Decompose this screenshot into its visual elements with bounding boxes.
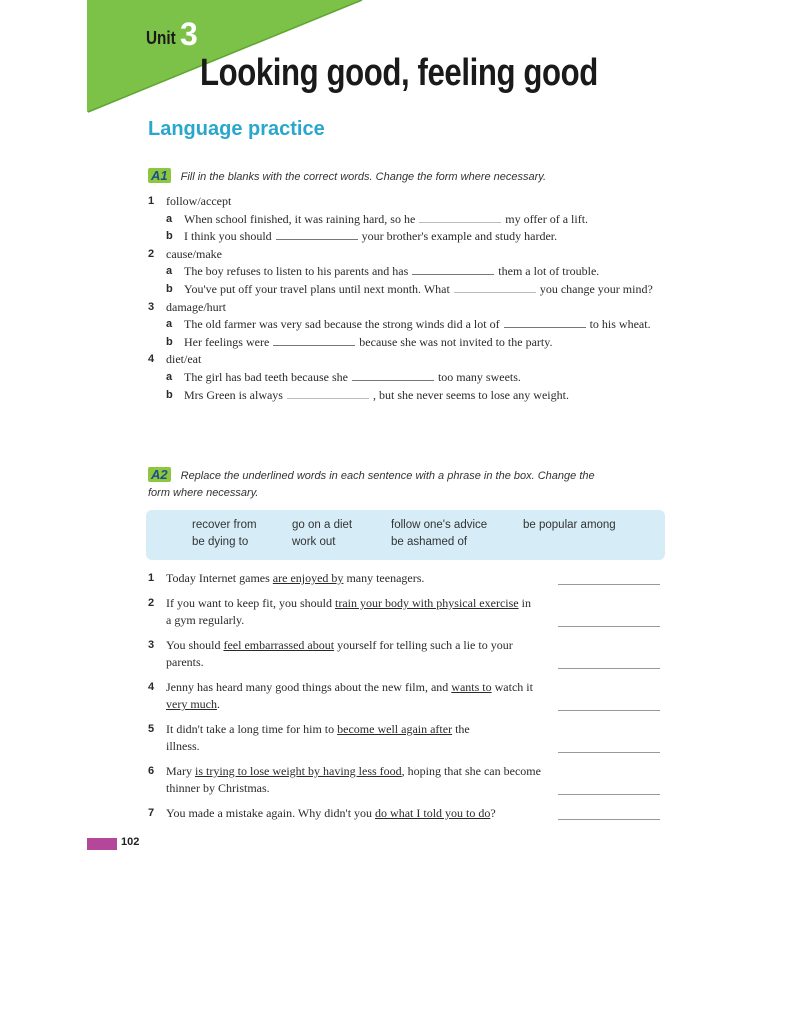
- a2-item: 4 Jenny has heard many good things about the new film, and wants to watch it very much.: [148, 679, 663, 713]
- word-pair: damage/hurt: [166, 299, 226, 314]
- unit-label: Unit: [146, 28, 176, 48]
- a1-sub-item: b You've put off your travel plans until next month. What you change your mind?: [166, 281, 653, 296]
- a2-item: 2 If you want to keep fit, you should train your body with physical exercise in a gym regularly.: [148, 595, 663, 629]
- page-number: 102: [121, 836, 140, 848]
- word-pair: diet/eat: [166, 352, 202, 367]
- phrase: follow one's advice: [391, 519, 488, 531]
- a2-item: 5 It didn't take a long time for him to become well again after the illness.: [148, 721, 663, 755]
- underlined-phrase: wants to: [451, 679, 492, 694]
- a2-item: 7 You made a mistake again. Why didn't you do what I told you to do?: [148, 805, 663, 822]
- a1-sub-item: a When school finished, it was raining hard, so he my offer of a lift.: [166, 211, 589, 226]
- underlined-phrase: are enjoyed by: [272, 571, 344, 585]
- word-pair: cause/make: [166, 246, 222, 261]
- answer-blank[interactable]: [412, 263, 494, 275]
- a1-sub-item: b Her feelings were because she was not invited to the party.: [166, 334, 553, 349]
- answer-blank[interactable]: [276, 228, 358, 240]
- answer-blank[interactable]: [352, 369, 434, 381]
- answer-line[interactable]: [558, 819, 660, 820]
- a2-badge: A2: [148, 467, 171, 482]
- underlined-phrase: train your body with physical exercise: [334, 595, 519, 610]
- a1-sub-item: a The boy refuses to listen to his parents and has them a lot of trouble.: [166, 264, 600, 279]
- a2-item: 3 You should feel embarrassed about yourself for telling such a lie to your parents.: [148, 637, 663, 671]
- answer-line[interactable]: [558, 710, 660, 711]
- answer-line[interactable]: [558, 668, 660, 669]
- answer-line[interactable]: [558, 584, 660, 585]
- page-number-bar: [87, 838, 117, 850]
- a1-badge: A1: [148, 168, 171, 183]
- phrase: be popular among: [523, 519, 616, 531]
- a1-exercise: [148, 193, 668, 404]
- phrase-box: [146, 510, 665, 560]
- a2-item: 6 Mary is trying to lose weight by having less food, hoping that she can become thinner by Christmas.: [148, 763, 663, 797]
- a1-instruction: Fill in the blanks with the correct words. Change the form where necessary.: [180, 171, 547, 183]
- phrase: be ashamed of: [391, 536, 468, 548]
- a2-instruction-line2: form where necessary.: [148, 487, 259, 499]
- phrase: be dying to: [192, 536, 249, 548]
- underlined-phrase: do what I told you to do: [375, 805, 491, 820]
- phrase: go on a diet: [292, 519, 353, 531]
- a2-item: 1 Today Internet games are enjoyed by many teenagers.: [148, 570, 663, 587]
- a2-instruction-line1: Replace the underlined words in each sentence with a phrase in the box. Change the: [180, 470, 595, 482]
- answer-line[interactable]: [558, 752, 660, 753]
- a1-question: 2 cause/make: [148, 246, 668, 264]
- underlined-phrase: feel embarrassed about: [223, 637, 335, 652]
- a1-question: 3 damage/hurt: [148, 299, 668, 317]
- a1-sub-item: a The old farmer was very sad because the strong winds did a lot of to his wheat.: [166, 317, 651, 332]
- answer-line[interactable]: [558, 794, 660, 795]
- a1-question: 1 follow/accept: [148, 193, 668, 211]
- phrase: work out: [292, 536, 336, 548]
- page-title: Looking good, feeling good: [200, 52, 598, 94]
- answer-blank[interactable]: [504, 316, 586, 328]
- a1-sub-item: a The girl has bad teeth because she too many sweets.: [166, 369, 521, 384]
- a1-sub-item: b I think you should your brother's example and study harder.: [166, 229, 558, 244]
- answer-blank[interactable]: [287, 387, 369, 399]
- answer-line[interactable]: [558, 626, 660, 627]
- a1-question: 4 diet/eat: [148, 351, 668, 369]
- a2-instruction-row: [148, 467, 595, 502]
- underlined-phrase: very much: [166, 697, 217, 711]
- a1-sub-item: b Mrs Green is always , but she never seems to lose any weight.: [166, 387, 569, 402]
- underlined-phrase: is trying to lose weight by having less food: [195, 763, 402, 778]
- a1-instruction-row: [148, 168, 546, 186]
- phrase: recover from: [192, 519, 257, 531]
- answer-blank[interactable]: [273, 334, 355, 346]
- a2-exercise: [148, 570, 663, 830]
- underlined-phrase: become well again after: [337, 721, 453, 736]
- answer-blank[interactable]: [454, 281, 536, 293]
- word-pair: follow/accept: [166, 194, 232, 208]
- answer-blank[interactable]: [419, 211, 501, 223]
- section-title: Language practice: [148, 118, 325, 140]
- unit-number: 3: [180, 16, 198, 52]
